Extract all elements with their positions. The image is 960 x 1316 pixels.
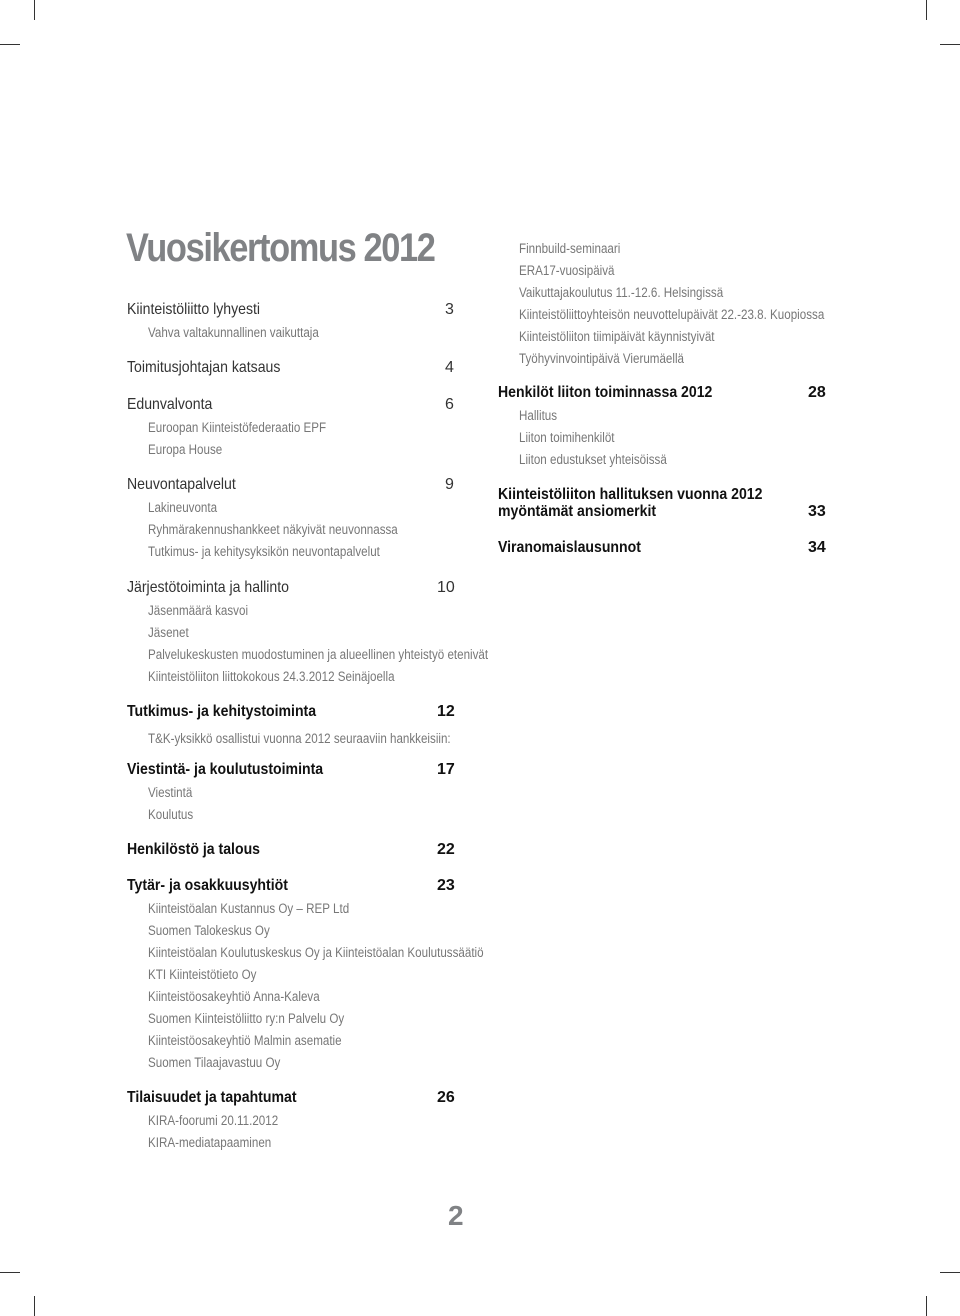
toc-section [498, 539, 828, 563]
toc-section [127, 476, 467, 566]
toc-section [127, 359, 467, 383]
toc-section-title: Kiinteistöliitto lyhyesti [127, 301, 261, 318]
toc-section-title: Tytär- ja osakkuusyhtiöt [127, 877, 288, 894]
toc-section-title: Tutkimus- ja kehitystoiminta [127, 703, 317, 720]
document-title: Vuosikertomus 2012 [126, 226, 435, 270]
toc-subitem: Finnbuild-seminaari [519, 241, 621, 256]
toc-section-title: Henkilöt liiton toiminnassa 2012 [498, 384, 713, 401]
toc-subitem: T&K-yksikkö osallistui vuonna 2012 seuraaviin hankkeisiin: [148, 731, 451, 746]
toc-subitem: ERA17-vuosipäivä [519, 263, 615, 278]
toc-subitem: Kiinteistöalan Kustannus Oy – REP Ltd [148, 901, 350, 916]
toc-page-number: 26 [437, 1089, 455, 1106]
toc-subitem: Suomen Kiinteistöliitto ry:n Palvelu Oy [148, 1011, 345, 1026]
toc-subitem: Lakineuvonta [148, 500, 218, 515]
toc-subitem: Kiinteistöliiton liittokokous 24.3.2012 Seinäjoella [148, 669, 395, 684]
toc-subitem: KTI Kiinteistötieto Oy [148, 967, 257, 982]
toc-page-number: 17 [437, 761, 455, 778]
toc-section [127, 761, 467, 829]
toc-page-number: 22 [437, 841, 455, 858]
toc-subitem: Tutkimus- ja kehitysyksikön neuvontapalvelut [148, 544, 380, 559]
toc-subitem: Liiton edustukset yhteisöissä [519, 452, 667, 467]
toc-continued-subitems [519, 241, 874, 373]
toc-subitem: KIRA-foorumi 20.11.2012 [148, 1113, 279, 1128]
toc-subitem: Koulutus [148, 807, 194, 822]
toc-subitem: Kiinteistöliiton tiimipäivät käynnistyivät [519, 329, 715, 344]
toc-page-number: 28 [808, 384, 826, 401]
toc-subitem: Suomen Tilaajavastuu Oy [148, 1055, 281, 1070]
crop-mark [0, 44, 20, 45]
toc-section-title: Viestintä- ja koulutustoiminta [127, 761, 324, 778]
toc-subitem: Euroopan Kiinteistöfederaatio EPF [148, 420, 327, 435]
toc-subitem: Vahva valtakunnallinen vaikuttaja [148, 325, 319, 340]
toc-section-title: Edunvalvonta [127, 396, 213, 413]
toc-section [127, 301, 467, 347]
crop-mark [926, 0, 927, 20]
toc-subitem: Viestintä [148, 785, 193, 800]
toc-section-title-continued: myöntämät ansiomerkit [498, 503, 657, 520]
crop-mark [0, 1272, 20, 1273]
toc-section-title: Toimitusjohtajan katsaus [127, 359, 281, 376]
toc-page-number: 9 [445, 476, 454, 493]
toc-section-title: Tilaisuudet ja tapahtumat [127, 1089, 297, 1106]
toc-section [127, 1089, 467, 1157]
crop-mark [940, 1272, 960, 1273]
toc-subitem: Liiton toimihenkilöt [519, 430, 615, 445]
toc-section [127, 877, 484, 1077]
crop-mark [34, 1296, 35, 1316]
toc-subitem: Jäsenet [148, 625, 189, 640]
toc-page-number: 10 [437, 579, 455, 596]
toc-subitem: Kiinteistöosakeyhtiö Malmin asematie [148, 1033, 342, 1048]
toc-subitem: KIRA-mediatapaaminen [148, 1135, 272, 1150]
toc-section [498, 486, 828, 527]
toc-section [498, 384, 828, 474]
toc-page-number: 4 [445, 359, 454, 376]
toc-section-title: Henkilöstö ja talous [127, 841, 261, 858]
toc-page-number: 12 [437, 703, 455, 720]
page-number: 2 [448, 1200, 464, 1231]
toc-subitem: Kiinteistöosakeyhtiö Anna-Kaleva [148, 989, 320, 1004]
toc-section [127, 841, 467, 865]
toc-page-number: 33 [808, 503, 826, 520]
toc-section-title: Järjestötoiminta ja hallinto [127, 579, 290, 596]
toc-section [127, 579, 489, 691]
toc-subitem: Europa House [148, 442, 223, 457]
toc-section-title: Kiinteistöliiton hallituksen vuonna 2012 [498, 486, 763, 503]
toc-subitem: Kiinteistöalan Koulutuskeskus Oy ja Kiinteistöalan Koulutussäätiö [148, 945, 484, 960]
toc-page-number: 3 [445, 301, 454, 318]
toc-subitem: Palvelukeskusten muodostuminen ja alueellinen yhteistyö etenivät [148, 647, 489, 662]
toc-section [127, 703, 467, 753]
toc-page-number: 34 [808, 539, 826, 556]
crop-mark [34, 0, 35, 20]
toc-subitem: Ryhmärakennushankkeet näkyivät neuvonnassa [148, 522, 398, 537]
toc-section-title: Viranomaislausunnot [498, 539, 641, 556]
toc-subitem: Hallitus [519, 408, 558, 423]
toc-subitem: Työhyvinvointipäivä Vierumäellä [519, 351, 684, 366]
crop-mark [926, 1296, 927, 1316]
toc-subitem: Suomen Talokeskus Oy [148, 923, 270, 938]
toc-page-number: 23 [437, 877, 455, 894]
toc-subitem: Kiinteistöliittoyhteisön neuvottelupäivät 22.-23.8. Kuopiossa [519, 307, 825, 322]
crop-mark [940, 44, 960, 45]
toc-subitem: Jäsenmäärä kasvoi [148, 603, 249, 618]
toc-section-title: Neuvontapalvelut [127, 476, 236, 493]
toc-subitem: Vaikuttajakoulutus 11.-12.6. Helsingissä [519, 285, 724, 300]
toc-section [127, 396, 467, 464]
toc-page-number: 6 [445, 396, 454, 413]
